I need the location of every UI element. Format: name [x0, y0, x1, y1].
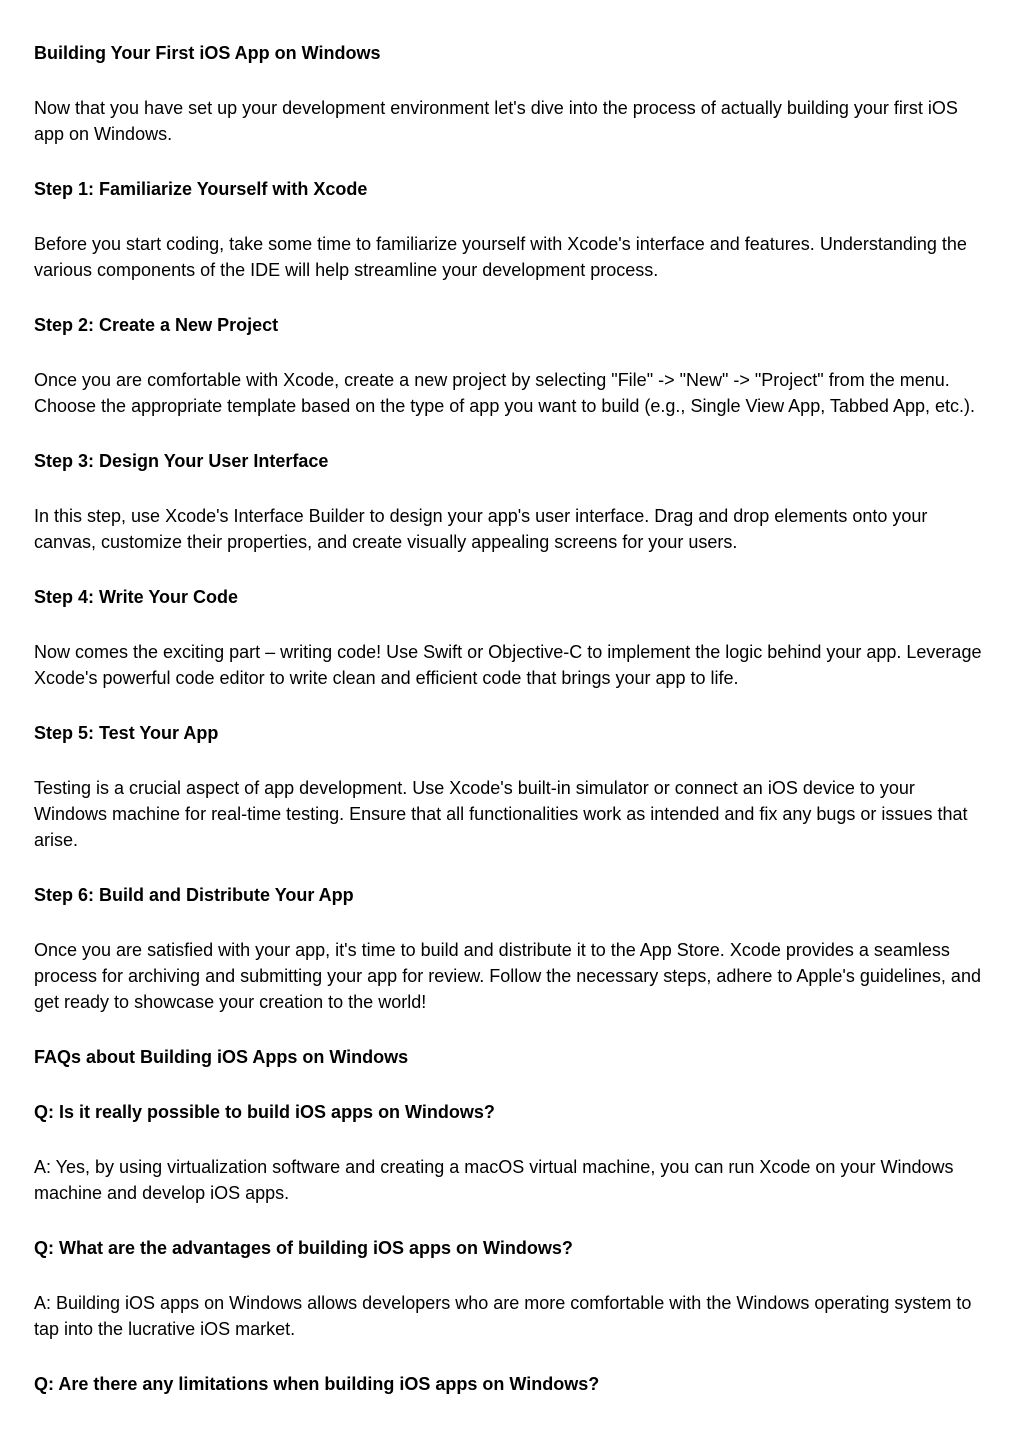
intro-paragraph: Now that you have set up your development environment let's dive into the process of actually building your first iOS app on Windows.: [34, 98, 958, 144]
faq-question-3: Q: Are there any limitations when building iOS apps on Windows?: [34, 1374, 600, 1394]
step-1-paragraph: Before you start coding, take some time to familiarize yourself with Xcode's interface and features. Understanding the various components of the IDE will help streamline your development process.: [34, 234, 967, 280]
step-4-paragraph: Now comes the exciting part – writing code! Use Swift or Objective-C to implement the logic behind your app. Leverage Xcode's powerful code editor to write clean and efficient code that brings your app to life.: [34, 642, 982, 688]
document-page: [34, 40, 990, 1426]
faq-heading: FAQs about Building iOS Apps on Windows: [34, 1047, 409, 1067]
step-2-heading: Step 2: Create a New Project: [34, 315, 279, 335]
step-1-heading: Step 1: Familiarize Yourself with Xcode: [34, 179, 368, 199]
faq-question-2: Q: What are the advantages of building iOS apps on Windows?: [34, 1238, 573, 1258]
step-3-heading: Step 3: Design Your User Interface: [34, 451, 329, 471]
step-6-paragraph: Once you are satisfied with your app, it's time to build and distribute it to the App Store. Xcode provides a seamless process for archiving and submitting your app for review. Follow the necessary steps, adhere to Apple's guidelines, and get ready to showcase your creation to the world!: [34, 940, 981, 1012]
step-5-paragraph: Testing is a crucial aspect of app development. Use Xcode's built-in simulator or connect an iOS device to your Windows machine for real-time testing. Ensure that all functionalities work as intended and fix any bugs or issues that arise.: [34, 778, 968, 850]
step-4-heading: Step 4: Write Your Code: [34, 587, 239, 607]
step-6-heading: Step 6: Build and Distribute Your App: [34, 885, 354, 905]
faq-answer-2: A: Building iOS apps on Windows allows developers who are more comfortable with the Windows operating system to tap into the lucrative iOS market.: [34, 1293, 972, 1339]
doc-title: Building Your First iOS App on Windows: [34, 43, 381, 63]
step-5-heading: Step 5: Test Your App: [34, 723, 219, 743]
faq-answer-1: A: Yes, by using virtualization software and creating a macOS virtual machine, you can run Xcode on your Windows machine and develop iOS apps.: [34, 1157, 954, 1203]
step-2-paragraph: Once you are comfortable with Xcode, create a new project by selecting "File" -> "New" -> "Project" from the menu. Choose the appropriate template based on the type of app you want to build (e.g., Single View App, Tabbed App, etc.).: [34, 370, 975, 416]
step-3-paragraph: In this step, use Xcode's Interface Builder to design your app's user interface. Drag and drop elements onto your canvas, customize their properties, and create visually appealing screens for your users.: [34, 506, 928, 552]
faq-question-1: Q: Is it really possible to build iOS apps on Windows?: [34, 1102, 495, 1122]
